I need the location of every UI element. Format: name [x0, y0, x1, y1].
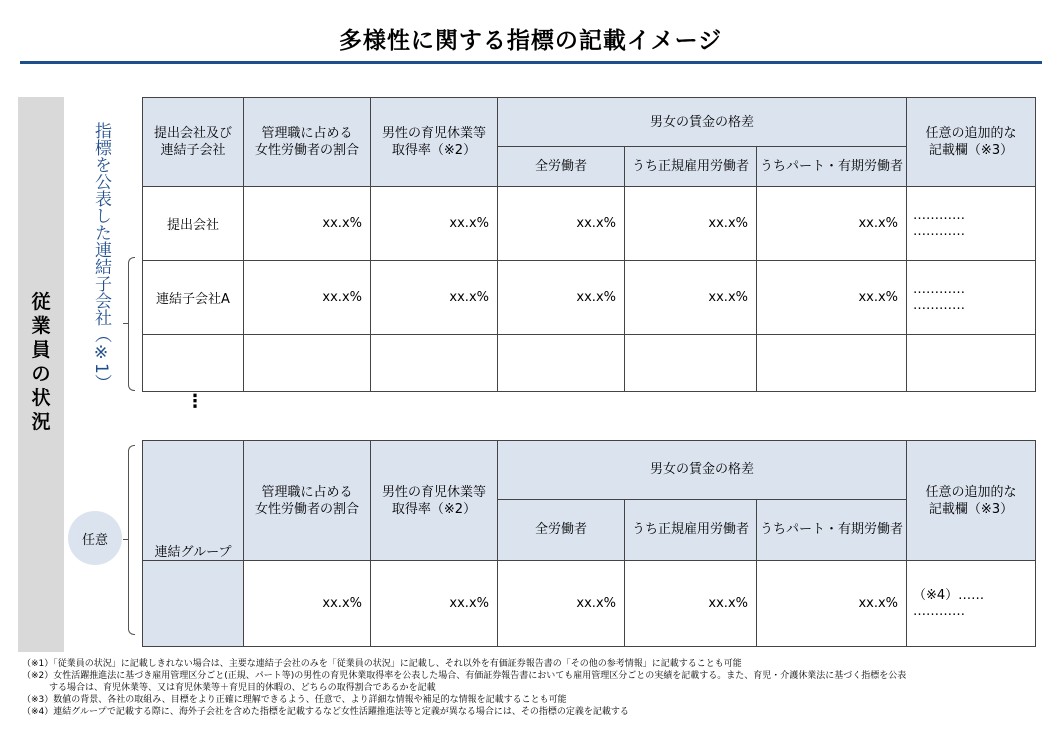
extra-cell: （※4）…… ………… — [907, 561, 1036, 647]
indicators-table-companies — [142, 97, 1036, 392]
header-optional-extra: 任意の追加的な 記載欄（※3） — [907, 98, 1036, 187]
value-cell: xx.x% — [244, 261, 371, 335]
value-cell: xx.x% — [757, 561, 907, 647]
footnotes — [22, 658, 1052, 718]
section-label-char: 業 — [31, 315, 51, 337]
empty-cell — [498, 335, 625, 392]
row-label-group: 連結グループ — [143, 441, 244, 561]
value-cell: xx.x% — [371, 187, 498, 261]
value-cell: xx.x% — [757, 187, 907, 261]
footnote: （※3）数値の背景、各社の取組み、目標をより正確に理解できるよう、任意で、より詳細な情報や補足的な情報を記載することも可能 — [22, 695, 567, 705]
header-female-managers: 管理職に占める 女性労働者の割合 — [244, 98, 371, 187]
empty-cell — [143, 335, 244, 392]
row-label-spacer — [143, 561, 244, 647]
table-row — [143, 561, 1036, 647]
header-wage-gap: 男女の賃金の格差 — [498, 98, 907, 147]
title-underline — [20, 61, 1042, 64]
header-optional-extra: 任意の追加的な 記載欄（※3） — [907, 441, 1036, 561]
group-brace — [128, 445, 135, 635]
footnote: （※1）「従業員の状況」に記載しきれない場合は、主要な連結子会社のみを「従業員の状況」に記載し、それ以外を有価証券報告書の「その他の参考情報」に記載することも可能 — [22, 659, 742, 669]
header-wage-regular: うち正規雇用労働者 — [625, 499, 757, 560]
empty-cell — [244, 335, 371, 392]
group-brace-tip — [123, 539, 128, 540]
section-label-char: 状 — [31, 387, 51, 409]
header-wage-part: うちパート・有期労働者 — [757, 147, 907, 187]
empty-cell — [371, 335, 498, 392]
footnote: （※2）女性活躍推進法に基づき雇用管理区分ごと(正規、パート等)の男性の育児休業取得率を公表した場合、有価証券報告書においても雇用管理区分ごとの実績を記載する。また、育児・介護休業法に基づく指標を公表 — [22, 671, 907, 681]
header-wage-part: うちパート・有期労働者 — [757, 499, 907, 560]
empty-cell — [625, 335, 757, 392]
extra-cell: ………… ………… — [907, 261, 1036, 335]
value-cell: xx.x% — [244, 187, 371, 261]
page-title: 多様性に関する指標の記載イメージ — [338, 28, 723, 54]
header-male-childcare-leave: 男性の育児休業等 取得率（※2） — [371, 98, 498, 187]
table-row — [143, 261, 1036, 335]
footnote: する場合は、育児休業等、又は育児休業等＋育児目的休暇の、どちらの取得割合であるかを記載 — [22, 683, 436, 693]
section-label-char: 況 — [31, 411, 51, 433]
header-wage-gap: 男女の賃金の格差 — [498, 441, 907, 500]
section-label — [18, 290, 64, 434]
section-label-char: 従 — [31, 291, 51, 313]
empty-cell — [907, 335, 1036, 392]
value-cell: xx.x% — [757, 261, 907, 335]
empty-cell — [757, 335, 907, 392]
subsidiaries-brace-tip — [123, 323, 128, 324]
header-wage-all: 全労働者 — [498, 499, 625, 560]
indicators-table-group — [142, 440, 1036, 647]
value-cell: xx.x% — [625, 187, 757, 261]
subsidiaries-brace — [128, 257, 135, 391]
value-cell: xx.x% — [625, 261, 757, 335]
value-cell: xx.x% — [371, 261, 498, 335]
row-label: 連結子会社A — [143, 261, 244, 335]
footnote: （※4）連結グループで記載する際に、海外子会社を含めた指標を記載するなど女性活躍推進法等と定義が異なる場合には、その指標の定義を記載する — [22, 707, 629, 717]
row-label: 提出会社 — [143, 187, 244, 261]
header-male-childcare-leave: 男性の育児休業等 取得率（※2） — [371, 441, 498, 561]
value-cell: xx.x% — [371, 561, 498, 647]
header-wage-regular: うち正規雇用労働者 — [625, 147, 757, 187]
table-row — [143, 187, 1036, 261]
value-cell: xx.x% — [244, 561, 371, 647]
header-entity: 提出会社及び 連結子会社 — [143, 98, 244, 187]
header-female-managers: 管理職に占める 女性労働者の割合 — [244, 441, 371, 561]
section-label-char: 員 — [31, 339, 51, 361]
value-cell: xx.x% — [498, 561, 625, 647]
section-label-char: の — [31, 363, 51, 385]
header-wage-all: 全労働者 — [498, 147, 625, 187]
more-rows-ellipsis: ⋮ — [186, 391, 204, 412]
value-cell: xx.x% — [498, 187, 625, 261]
value-cell: xx.x% — [625, 561, 757, 647]
extra-cell: ………… ………… — [907, 187, 1036, 261]
table-row-empty — [143, 335, 1036, 392]
optional-badge: 任意 — [68, 511, 122, 565]
value-cell: xx.x% — [498, 261, 625, 335]
disclosed-subsidiaries-label: 指標を公表した連結子会社（※1） — [91, 122, 111, 391]
